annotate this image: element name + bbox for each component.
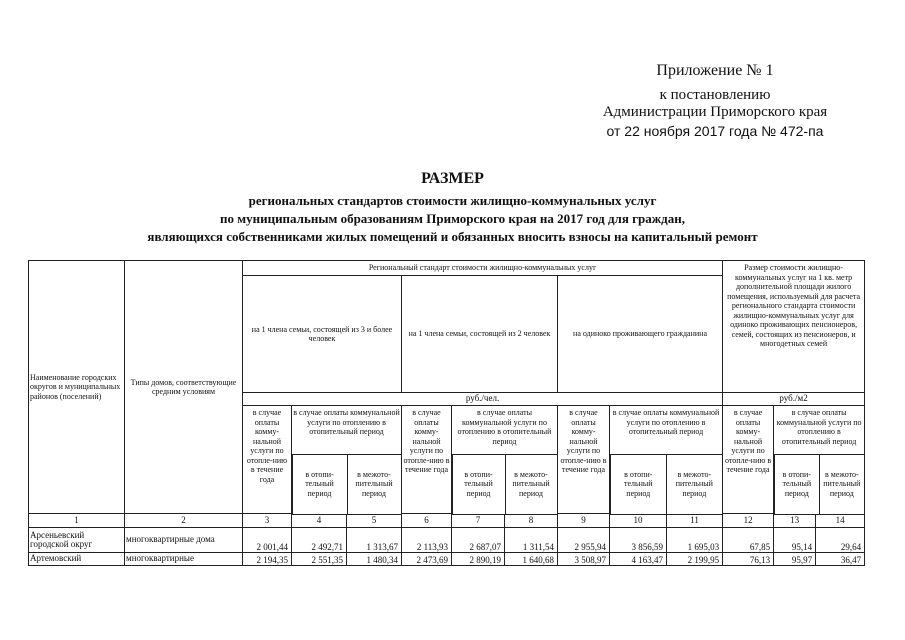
row-value: 2 687,07 <box>452 528 505 553</box>
row-value: 1 640,68 <box>505 553 558 566</box>
title-main: РАЗМЕР <box>421 170 484 187</box>
column-number: 4 <box>292 514 347 528</box>
column-number: 3 <box>243 514 292 528</box>
column-number: 14 <box>816 514 865 528</box>
row-value: 2 955,94 <box>558 528 610 553</box>
column-number: 13 <box>774 514 816 528</box>
header-regional-standard: Региональный стандарт стоимости жилищно-коммунальных услуг <box>243 261 723 276</box>
title-line-2: по муниципальным образованиям Приморского края на 2017 год для граждан, <box>220 211 685 226</box>
row-value: 95,97 <box>774 553 816 566</box>
header-family-3-plus: на 1 члена семьи, состоящей из 3 и более человек <box>243 276 402 393</box>
column-number: 8 <box>505 514 558 528</box>
appendix-date: от 22 ноября 2017 года № 472-па <box>606 123 824 139</box>
row-value: 2 551,35 <box>292 553 347 566</box>
heating-period-subheader: в отопи-тельный период <box>610 454 668 515</box>
appendix-number: Приложение № 1 <box>656 62 774 79</box>
non-heating-period-subheader: в межото-пительный период <box>505 454 558 515</box>
row-value: 1 313,67 <box>347 528 402 553</box>
header-heating-period-1: в случае оплаты коммунальной услуги по отоплению в отопительный период <box>610 406 723 514</box>
non-heating-period-subheader: в межото-пительный период <box>347 454 402 515</box>
heating-period-subheader: в отопи-тельный период <box>292 454 348 515</box>
header-heating-period-2: в случае оплаты коммунальной услуги по отоплению в отопительный период <box>452 406 558 514</box>
row-value: 2 473,69 <box>402 553 452 566</box>
row-value: 76,13 <box>723 553 774 566</box>
non-heating-period-subheader: в межото-пительный период <box>819 454 865 515</box>
row-value: 2 113,93 <box>402 528 452 553</box>
row-value: 1 480,34 <box>347 553 402 566</box>
header-year-round-1: в случае оплаты комму-нальной услуги по отопле-нию в течение года <box>558 406 610 514</box>
row-value: 1 311,54 <box>505 528 558 553</box>
column-number: 7 <box>452 514 505 528</box>
title-line-3: являющихся собственниками жилых помещений и обязанных вносить взносы на капитальный ремонт <box>147 229 758 244</box>
header-additional-area-cost: Размер стоимости жилищно-коммунальных услуг на 1 кв. метр дополнительной площади жилого помещения, используемый для расчета регионального стандарта стоимости жилищно-коммунальных услуг для одиноко проживающих пенсионеров, семей, состоящих из пенсионеров, и многодетных семей <box>723 261 865 393</box>
row-value: 1 695,03 <box>667 528 723 553</box>
row-value: 95,14 <box>774 528 816 553</box>
column-number: 12 <box>723 514 774 528</box>
appendix-to-resolution: к постановлению <box>659 87 771 103</box>
row-municipality: Артемовский <box>29 553 125 566</box>
row-value: 2 194,35 <box>243 553 292 566</box>
row-value: 3 508,97 <box>558 553 610 566</box>
table-row <box>29 553 865 566</box>
row-value: 29,64 <box>816 528 865 553</box>
header-year-round-2: в случае оплаты комму-нальной услуги по отопле-нию в течение года <box>402 406 452 514</box>
row-value: 2 199,95 <box>667 553 723 566</box>
header-single-citizen: на одиноко проживающего гражданина <box>558 276 723 393</box>
column-number: 5 <box>347 514 402 528</box>
column-number: 11 <box>667 514 723 528</box>
header-municipality: Наименование городских округов и муниципальных районов (поселений) <box>29 261 125 514</box>
header-year-round-3: в случае оплаты комму-нальной услуги по отопле-нию в течение года <box>243 406 292 514</box>
table-row <box>29 528 865 553</box>
column-number: 10 <box>610 514 667 528</box>
column-number: 6 <box>402 514 452 528</box>
row-value: 3 856,59 <box>610 528 667 553</box>
appendix-administration: Администрации Приморского края <box>602 104 828 120</box>
header-family-2: на 1 члена семьи, состоящей из 2 человек <box>402 276 558 393</box>
unit-rub-per-m2: руб./м2 <box>723 393 865 406</box>
row-value: 36,47 <box>816 553 865 566</box>
header-year-round-extra: в случае оплаты комму-нальной услуги по отопле-нию в течение года <box>723 406 774 514</box>
row-value: 2 001,44 <box>243 528 292 553</box>
row-house-type: многоквартирные дома <box>125 528 243 553</box>
standards-table <box>28 260 865 566</box>
header-house-type: Типы домов, соответствующие средним условиям <box>125 261 243 514</box>
heating-period-subheader: в отопи-тельный период <box>774 454 821 515</box>
row-value: 2 492,71 <box>292 528 347 553</box>
row-house-type: многоквартирные <box>125 553 243 566</box>
unit-rub-per-person: руб./чел. <box>243 393 723 406</box>
row-value: 4 163,47 <box>610 553 667 566</box>
column-number: 1 <box>29 514 125 528</box>
appendix-block <box>600 62 830 140</box>
header-heating-period-3: в случае оплаты коммунальной услуги по отоплению в отопительный период <box>292 406 402 514</box>
header-heating-period-extra: в случае оплаты коммунальной услуги по отоплению в отопительный период <box>774 406 865 514</box>
row-municipality: Арсеньевский городской округ <box>29 528 125 553</box>
column-number: 9 <box>558 514 610 528</box>
row-value: 2 890,19 <box>452 553 505 566</box>
title-line-1: региональных стандартов стоимости жилищно-коммунальных услуг <box>248 193 657 208</box>
heating-period-subheader: в отопи-тельный период <box>452 454 506 515</box>
non-heating-period-subheader: в межото-пительный период <box>666 454 723 515</box>
row-value: 67,85 <box>723 528 774 553</box>
column-number: 2 <box>125 514 243 528</box>
